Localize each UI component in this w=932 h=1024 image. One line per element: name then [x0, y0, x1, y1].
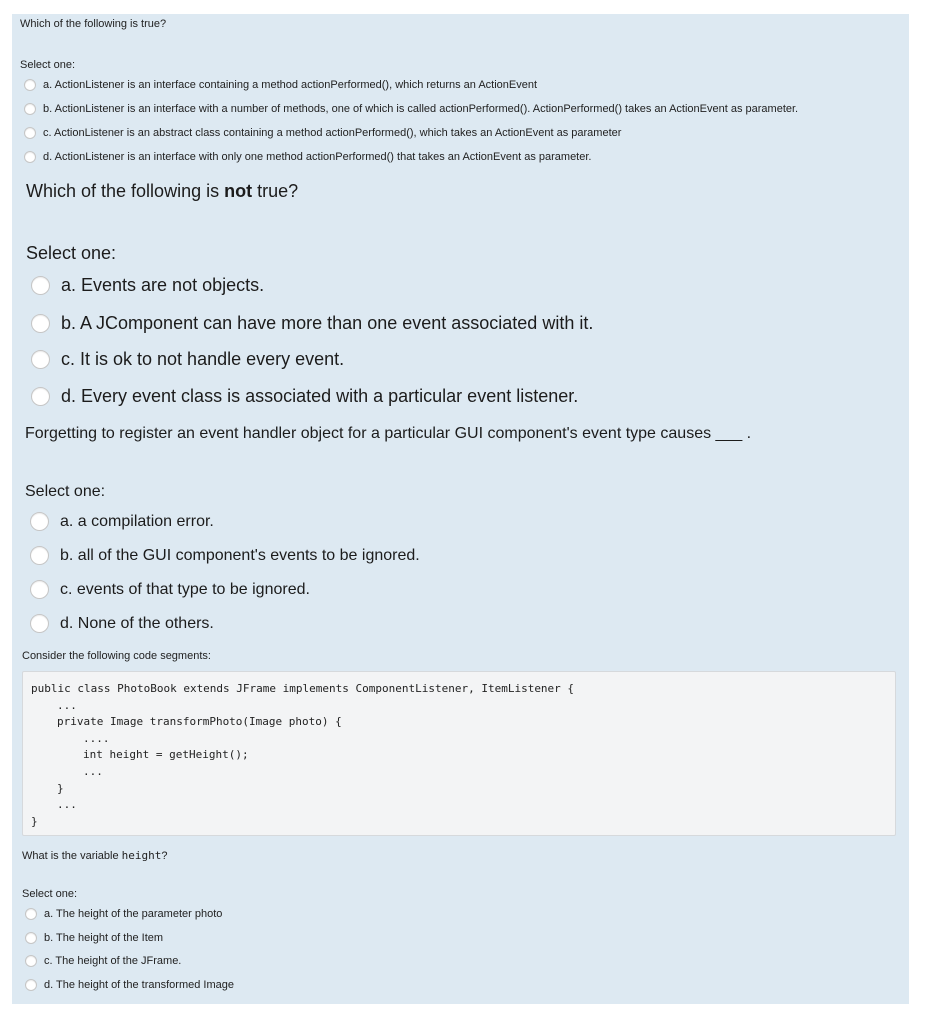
radio-button[interactable] — [25, 955, 37, 967]
q2-prompt-post: true? — [252, 181, 299, 201]
radio-button[interactable] — [31, 314, 50, 333]
q2-option-a[interactable] — [31, 275, 264, 296]
q4-intro: Consider the following code segments: — [22, 650, 211, 662]
q4-prompt-code: height — [121, 849, 162, 862]
q3-prompt: Forgetting to register an event handler object for a particular GUI component's event type causes ___ . — [25, 425, 752, 442]
code-block — [22, 671, 896, 836]
option-label: b. ActionListener is an interface with a number of methods, one of which is called actionPerformed(). ActionPerformed() takes an ActionEvent as parameter. — [43, 103, 799, 115]
option-label: a. The height of the parameter photo — [44, 908, 223, 920]
radio-button[interactable] — [24, 79, 36, 91]
q2-option-c[interactable] — [31, 349, 344, 370]
q4-prompt — [22, 849, 168, 862]
code-line: ... — [57, 798, 77, 811]
option-label: c. The height of the JFrame. — [44, 955, 182, 967]
option-label: b. The height of the Item — [44, 932, 164, 944]
radio-button[interactable] — [25, 932, 37, 944]
q2-option-b[interactable] — [31, 313, 593, 334]
code-line: ... — [57, 699, 77, 712]
code-line: } — [57, 782, 64, 795]
q1-option-a[interactable] — [24, 79, 537, 91]
radio-button[interactable] — [31, 387, 50, 406]
radio-button[interactable] — [24, 151, 36, 163]
code-line: public class PhotoBook extends JFrame implements ComponentListener, ItemListener { — [31, 682, 575, 695]
q1-select-label: Select one: — [20, 59, 76, 71]
code-line: .... — [83, 732, 110, 745]
q4-prompt-pre: What is the variable — [22, 850, 122, 862]
q4-option-b[interactable] — [25, 932, 163, 944]
q3-option-a[interactable] — [30, 512, 214, 531]
q2-prompt-pre: Which of the following is — [26, 181, 225, 201]
code-line: private Image transformPhoto(Image photo) { — [57, 715, 342, 728]
option-label: d. None of the others. — [60, 614, 214, 632]
radio-button[interactable] — [30, 614, 49, 633]
option-label: a. ActionListener is an interface containing a method actionPerformed(), which returns an ActionEvent — [43, 79, 538, 91]
radio-button[interactable] — [25, 979, 37, 991]
code-line: int height = getHeight(); — [83, 748, 249, 761]
q4-prompt-post: ? — [161, 850, 168, 862]
q1-prompt: Which of the following is true? — [20, 18, 167, 30]
q1-option-c[interactable] — [24, 127, 621, 139]
option-label: c. events of that type to be ignored. — [60, 580, 310, 598]
q3-option-d[interactable] — [30, 614, 214, 633]
q4-option-d[interactable] — [25, 979, 234, 991]
option-label: c. ActionListener is an abstract class containing a method actionPerformed(), which takes an ActionEvent as parameter — [43, 127, 622, 139]
option-label: d. Every event class is associated with a particular event listener. — [61, 386, 579, 406]
radio-button[interactable] — [25, 908, 37, 920]
radio-button[interactable] — [24, 103, 36, 115]
option-label: d. The height of the transformed Image — [44, 979, 234, 991]
radio-button[interactable] — [31, 276, 50, 295]
option-label: a. a compilation error. — [60, 512, 214, 530]
option-label: b. A JComponent can have more than one event associated with it. — [61, 313, 594, 333]
radio-button[interactable] — [30, 580, 49, 599]
option-label: a. Events are not objects. — [61, 275, 265, 295]
option-label: d. ActionListener is an interface with only one method actionPerformed() that takes an ActionEvent as parameter. — [43, 151, 592, 163]
radio-button[interactable] — [30, 512, 49, 531]
radio-button[interactable] — [24, 127, 36, 139]
q2-option-d[interactable] — [31, 386, 578, 407]
option-label: b. all of the GUI component's events to be ignored. — [60, 546, 420, 564]
q4-option-a[interactable] — [25, 908, 222, 920]
q2-prompt — [26, 181, 298, 202]
q2-prompt-bold: not — [224, 181, 253, 201]
q1-option-d[interactable] — [24, 151, 591, 163]
q2-select-label: Select one: — [26, 243, 117, 263]
q3-select-label: Select one: — [25, 483, 106, 500]
q1-option-b[interactable] — [24, 103, 798, 115]
q3-option-c[interactable] — [30, 580, 310, 599]
q3-option-b[interactable] — [30, 546, 420, 565]
radio-button[interactable] — [30, 546, 49, 565]
q4-option-c[interactable] — [25, 955, 181, 967]
code-line: ... — [83, 765, 103, 778]
option-label: c. It is ok to not handle every event. — [61, 349, 345, 369]
radio-button[interactable] — [31, 350, 50, 369]
q4-select-label: Select one: — [22, 888, 78, 900]
code-line: } — [31, 815, 38, 828]
